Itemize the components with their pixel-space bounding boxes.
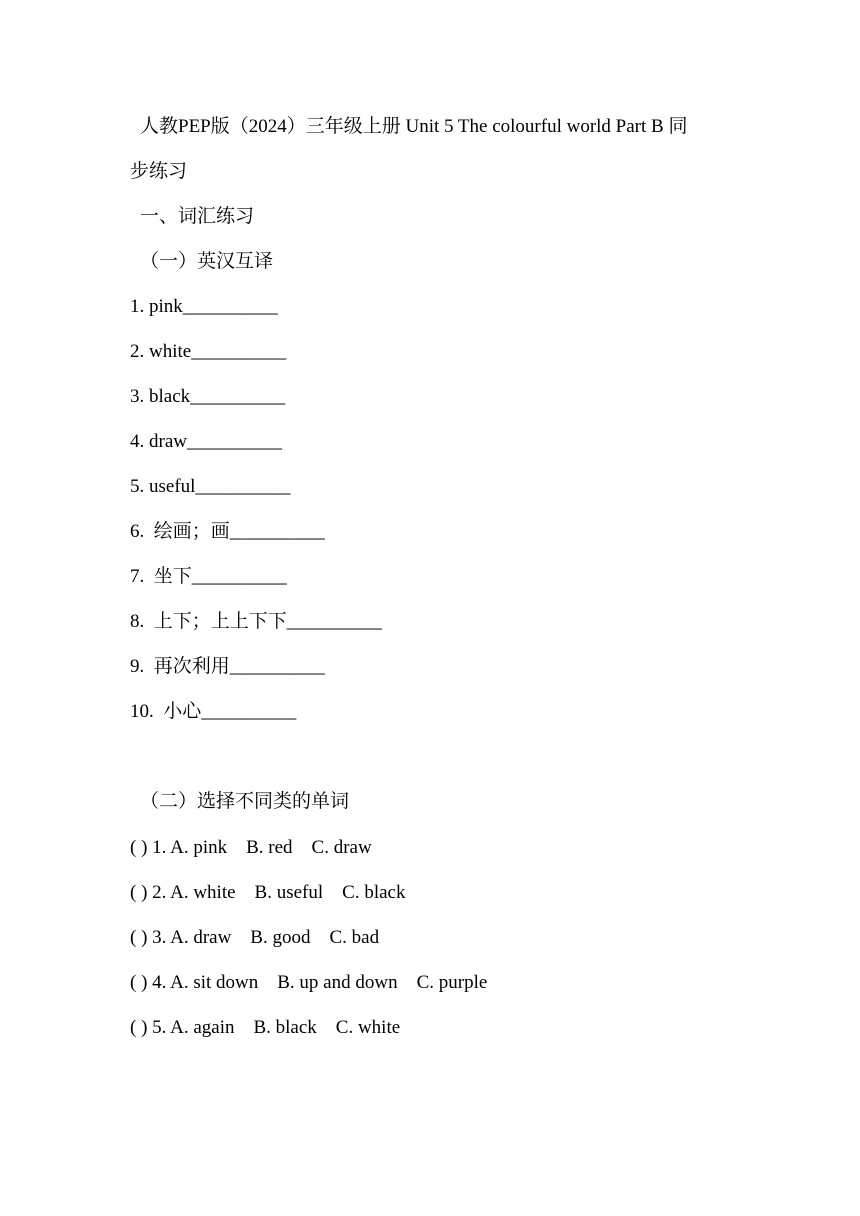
part1-heading: （一）英汉互译 <box>140 251 274 272</box>
document-title-line-2: 步练习 <box>130 161 188 182</box>
translation-item: 8. 上下；上上下下__________ <box>130 611 382 632</box>
part2-heading: （二）选择不同类的单词 <box>140 791 350 812</box>
translation-item: 1. pink__________ <box>130 296 278 317</box>
translation-item: 5. useful__________ <box>130 476 291 497</box>
choice-item: ( ) 4. A. sit down B. up and down C. purple <box>130 972 488 993</box>
document-title-line-1: 人教PEP版（2024）三年级上册 Unit 5 The colourful world Part B 同 <box>140 116 688 137</box>
translation-item: 2. white__________ <box>130 341 287 362</box>
translation-item: 10. 小心__________ <box>130 701 297 722</box>
section-heading: 一、词汇练习 <box>140 206 255 227</box>
translation-item: 4. draw__________ <box>130 431 282 452</box>
choice-item: ( ) 3. A. draw B. good C. bad <box>130 927 380 948</box>
translation-item: 3. black__________ <box>130 386 286 407</box>
choice-item: ( ) 1. A. pink B. red C. draw <box>130 837 372 858</box>
translation-item: 9. 再次利用__________ <box>130 656 325 677</box>
translation-item: 7. 坐下__________ <box>130 566 287 587</box>
choice-item: ( ) 5. A. again B. black C. white <box>130 1017 401 1038</box>
translation-item: 6. 绘画；画__________ <box>130 521 325 542</box>
choice-item: ( ) 2. A. white B. useful C. black <box>130 882 406 903</box>
